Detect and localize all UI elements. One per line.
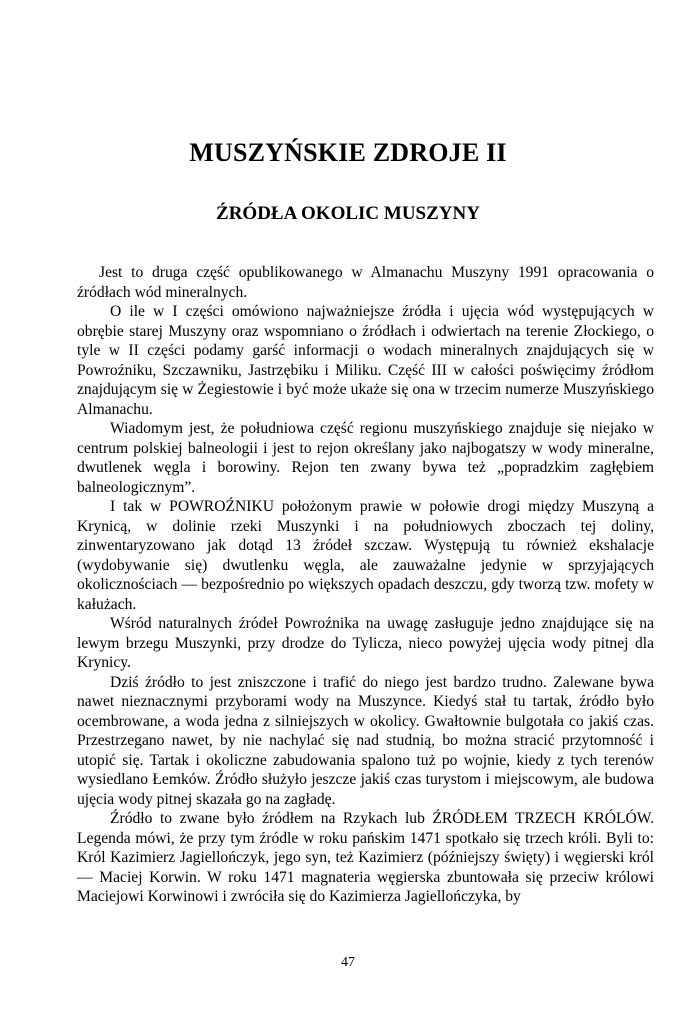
paragraph-intro: Jest to druga część opublikowanego w Almanachu Muszyny 1991 opracowania o źródłach wód mineralnych.	[77, 264, 654, 301]
paragraph: Źródło to zwane było źródłem na Rzykach lub ŹRÓDŁEM TRZECH KRÓLÓW. Legenda mówi, że przy tym źródle w roku pańskim 1471 spotkało się trzech króli. Byli to: Król Kazimierz Jagiellończyk, jego syn, też Kazimierz (późniejszy święty) i węgierski król — Maciej Korwin. W roku 1471 magnateria węgierska zbuntowała się przeciw królowi Maciejowi Korwinowi i zwróciła się do Kazimierza Jagiellończyka, by	[77, 810, 654, 905]
paragraph: O ile w I części omówiono najważniejsze źródła i ujęcia wód występujących w obrębie starej Muszyny oraz wspomniano o źródłach i odwiertach na terenie Złockiego, o tyle w II części podamy garść informacji o wodach mineralnych znajdujących się w Powroźniku, Szczawniku, Jastrzębiku i Miliku. Część III w całości poświęcimy źródłom znajdującym się w Żegiestowie i być może ukaże się ona w trzecim numerze Muszyńskiego Almanachu.	[77, 303, 654, 418]
paragraph: Wśród naturalnych źródeł Powroźnika na uwagę zasługuje jedno znajdujące się na lewym brzegu Muszynki, przy drodze do Tylicza, nieco powyżej ujęcia wody pitnej dla Krynicy.	[77, 615, 654, 671]
body-text	[77, 263, 654, 907]
document-subtitle: ŹRÓDŁA OKOLIC MUSZYNY	[216, 203, 480, 224]
paragraph: I tak w POWROŹNIKU położonym prawie w połowie drogi między Muszyną a Krynicą, w dolinie rzeki Muszynki i na południowych zboczach tej doliny, zinwentaryzowano jak dotąd 13 źródeł szczaw. Występują tu również ekshalacje (wydobywanie się) dwutlenku węgla, ale zauważalne jedynie w sprzyjających okolicznościach — bezpośrednio po większych opadach deszczu, gdy tworzą tzw. mofety w kałużach.	[77, 498, 654, 613]
paragraph: Wiadomym jest, że południowa część regionu muszyńskiego znajduje się niejako w centrum polskiej balneologii i jest to rejon określany jako najbogatszy w wody mineralne, dwutlenek węgla i borowiny. Rejon ten zwany bywa też „popradzkim zagłębiem balneologicznym”.	[77, 420, 654, 496]
page-number: 47	[341, 955, 355, 970]
paragraph: Dziś źródło to jest zniszczone i trafić do niego jest bardzo trudno. Zalewane bywa nawet nieznacznymi przyborami wody na Muszynce. Kiedyś stał tu tartak, źródło było ocembrowane, a woda jedna z silniejszych w okolicy. Gwałtownie bulgotała co jakiś czas. Przestrzegano nawet, by nie nachylać się nad studnią, bo można stracić przytomność i utopić się. Tartak i okoliczne zabudowania spalono tuż po wojnie, kiedy z tych terenów wysiedlano Łemków. Źródło służyło jeszcze jakiś czas turystom i miejscowym, ale budowa ujęcia wody pitnej skazała go na zagładę.	[77, 673, 654, 808]
document-title: MUSZYŃSKIE ZDROJE II	[189, 138, 507, 167]
